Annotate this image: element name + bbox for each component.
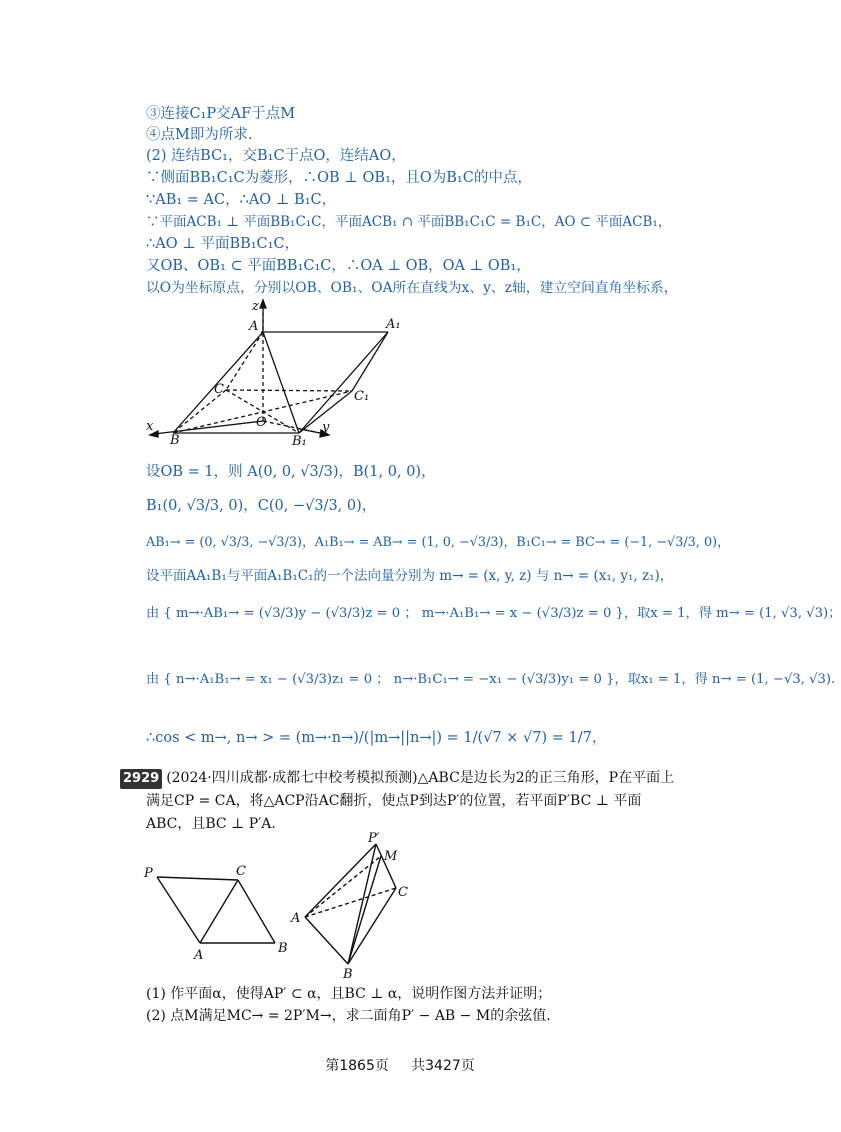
coord-line-3: AB₁→ = (0, √3/3, −√3/3)，A₁B₁→ = AB→ = (1, 0, −√3/3)，B₁C₁→ = BC→ = (−1, −√3/3, 0)， xyxy=(146,535,730,550)
total-pages: 共3427页 xyxy=(411,1058,475,1074)
label-P: P xyxy=(144,866,153,881)
label-B1: B₁ xyxy=(292,434,307,449)
solution-line-2: ④点M即为所求. xyxy=(146,127,253,143)
solution-line-7: ∴AO ⊥ 平面BB₁C₁C， xyxy=(146,236,300,252)
problem-line-1: 2929 (2024·四川成都·成都七中校考模拟预测)△ABC是边长为2的正三角形，P在平面上 xyxy=(120,768,674,789)
coord-line-4: 设平面AA₁B₁与平面A₁B₁C₁的一个法向量分别为 m→ = (x, y, z) 与 n→ = (x₁, y₁, z₁)， xyxy=(146,568,674,584)
solution-line-8: 又OB、OB₁ ⊂ 平面BB₁C₁C，∴OA ⊥ OB，OA ⊥ OB₁， xyxy=(146,258,531,274)
coord-line-5: 由 { m→·AB₁→ = (√3/3)y − (√3/3)z = 0 ； m→·A₁B₁→ = x − (√3/3)z = 0 }，取x = 1，得 m→ = (1, √3, √3)； xyxy=(146,606,841,621)
label-B-fold: B xyxy=(343,967,353,982)
problem-line-2: 满足CP = CA，将△ACP沿AC翻折，使点P到达P′的位置，若平面P′BC ⊥ 平面 xyxy=(146,793,642,809)
label-A-flat: A xyxy=(194,948,204,963)
solution-line-1: ③连接C₁P交AF于点M xyxy=(146,106,296,122)
label-x: x xyxy=(146,419,154,434)
label-B: B xyxy=(170,433,180,448)
label-z: z xyxy=(252,299,259,314)
label-A: A xyxy=(249,319,259,334)
problem-line-3: ABC，且BC ⊥ P′A. xyxy=(146,816,276,832)
solution-line-5: ∵AB₁ = AC，∴AO ⊥ B₁C， xyxy=(146,192,337,208)
coord-line-7: ∴cos < m→, n→ > = (m→·n→)/(|m→||n→|) = 1/(√7 × √7) = 1/7， xyxy=(146,730,607,746)
label-y: y xyxy=(322,420,330,435)
label-C1: C₁ xyxy=(354,389,370,404)
label-P-prime: P′ xyxy=(368,831,380,846)
solution-line-4: ∵侧面BB₁C₁C为菱形，∴OB ⊥ OB₁，且O为B₁C的中点， xyxy=(146,170,532,186)
coord-line-2: B₁(0, √3/3, 0)，C(0, −√3/3, 0)， xyxy=(146,498,377,514)
label-C: C xyxy=(214,382,224,397)
label-C-fold: C xyxy=(398,885,408,900)
label-A1: A₁ xyxy=(386,317,401,332)
page-footer xyxy=(0,1055,800,1075)
problem-number: 2929 xyxy=(120,769,162,789)
page-number: 第1865页 xyxy=(325,1058,389,1074)
label-B-flat: B xyxy=(278,941,288,956)
solution-line-3: (2) 连结BC₁，交B₁C于点O，连结AO， xyxy=(146,148,406,164)
planar-figure xyxy=(140,855,300,965)
question-1: (1) 作平面α，使得AP′ ⊂ α，且BC ⊥ α，说明作图方法并证明； xyxy=(146,986,552,1002)
prism-figure xyxy=(140,296,401,449)
label-O: O xyxy=(256,415,267,430)
solution-line-6: ∵平面ACB₁ ⊥ 平面BB₁C₁C，平面ACB₁ ∩ 平面BB₁C₁C = B₁C，AO ⊂ 平面ACB₁， xyxy=(146,214,672,230)
tetrahedron-figure xyxy=(288,830,418,980)
solution-line-9: 以O为坐标原点，分别以OB、OB₁、OA所在直线为x、y、z轴，建立空间直角坐标系， xyxy=(146,280,678,296)
coord-line-6: 由 { n→·A₁B₁→ = x₁ − (√3/3)z₁ = 0 ； n→·B₁C₁→ = −x₁ − (√3/3)y₁ = 0 }，取x₁ = 1，得 n→ = (1, −√3, √3). xyxy=(146,672,836,687)
label-A-fold: A xyxy=(291,911,301,926)
question-2: (2) 点M满足MC→ = 2P′M→，求二面角P′ − AB − M的余弦值. xyxy=(146,1008,551,1024)
coord-line-1: 设OB = 1，则 A(0, 0, √3/3)，B(1, 0, 0)， xyxy=(146,464,436,480)
label-M: M xyxy=(384,849,398,864)
label-C-flat: C xyxy=(236,864,246,879)
